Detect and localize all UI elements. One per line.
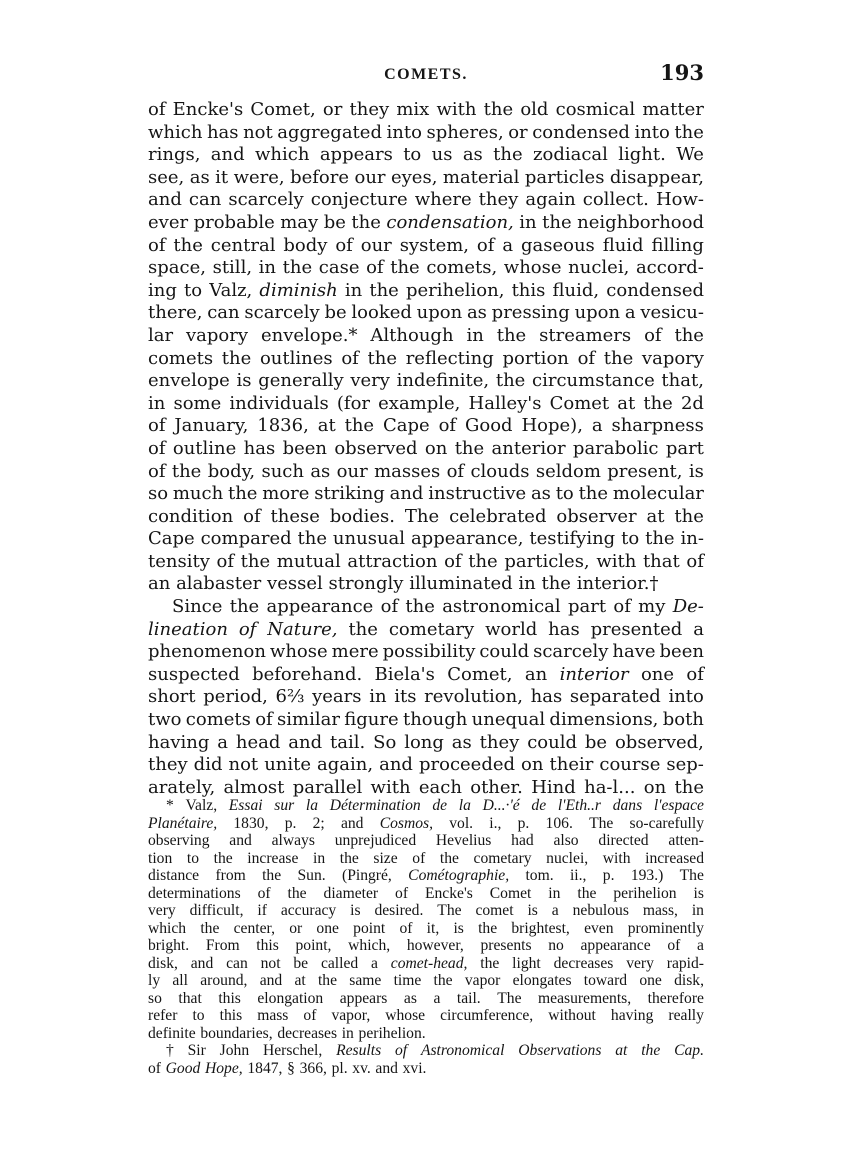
footnote-line: tion to the increase in the size of the cometary nuclei, with increased bbox=[148, 849, 704, 867]
page-header bbox=[148, 60, 704, 90]
text-line: of the central body of our system, of a gaseous fluid filling bbox=[148, 234, 704, 256]
text-line: of January, 1836, at the Cape of Good Hope), a sharpness bbox=[148, 415, 704, 437]
text-line: Cape compared the unusual appearance, testifying to the in- bbox=[148, 528, 704, 550]
footnote-line: definite boundaries, decreases in perihelion. bbox=[148, 1024, 426, 1042]
text-line: having a head and tail. So long as they could be observed, bbox=[148, 731, 704, 753]
footnotes bbox=[148, 797, 704, 1077]
text-line: rings, and which appears to us as the zodiacal light. We bbox=[148, 144, 704, 166]
text-line: arately, almost parallel with each other. Hind ha-l... on the bbox=[148, 776, 704, 798]
text-line: an alabaster vessel strongly illuminated in the interior.† bbox=[148, 573, 659, 595]
footnote-line: of Good Hope, 1847, § 366, pl. xv. and xvi. bbox=[148, 1059, 427, 1077]
text-line: they did not unite again, and proceeded on their course sep- bbox=[148, 754, 704, 776]
footnote-line: bright. From this point, which, however, presents no appearance of a bbox=[148, 937, 704, 954]
text-line: see, as it were, before our eyes, material particles disappear, bbox=[148, 166, 704, 188]
text-line: ever probable may be the condensation, in the neighborhood bbox=[148, 211, 704, 233]
running-head: COMETS. bbox=[384, 66, 468, 83]
footnote-line: determinations of the diameter of Encke's Comet in the perihelion is bbox=[148, 884, 704, 902]
main-text bbox=[148, 99, 704, 799]
text-line: in some individuals (for example, Halley's Comet at the 2d bbox=[148, 392, 704, 414]
footnote-line: disk, and can not be called a comet-head, the light decreases very rapid- bbox=[148, 954, 704, 972]
text-line: condition of these bodies. The celebrated observer at the bbox=[148, 505, 704, 527]
text-line: space, still, in the case of the comets, whose nuclei, accord- bbox=[148, 257, 704, 279]
text-line: lar vapory envelope.* Although in the streamers of the bbox=[148, 324, 704, 346]
text-line: ing to Valz, diminish in the perihelion, this fluid, condensed bbox=[148, 279, 704, 301]
text-line: so much the more striking and instructive as to the molecular bbox=[148, 483, 704, 505]
text-line: of the body, such as our masses of clouds seldom present, is bbox=[148, 460, 704, 482]
footnote-line: so that this elongation appears as a tail. The measurements, therefore bbox=[148, 989, 704, 1007]
footnote-line: observing and always unprejudiced Hevelius had also directed atten- bbox=[148, 832, 704, 849]
text-line: lineation of Nature, the cometary world has presented a bbox=[148, 618, 704, 640]
text-line: and can scarcely conjecture where they again collect. How- bbox=[148, 189, 704, 211]
text-line: Since the appearance of the astronomical part of my De- bbox=[172, 596, 704, 618]
text-line: which has not aggregated into spheres, or condensed into the bbox=[148, 121, 704, 143]
text-line: two comets of similar figure though unequal dimensions, both bbox=[148, 709, 704, 731]
footnote-line: ly all around, and at the same time the vapor elongates toward one disk, bbox=[148, 972, 704, 989]
text-line: short period, 6⅔ years in its revolution, has separated into bbox=[148, 686, 704, 708]
text-line: of Encke's Comet, or they mix with the old cosmical matter bbox=[148, 99, 704, 120]
text-line: tensity of the mutual attraction of the particles, with that of bbox=[148, 550, 704, 572]
page-number: 193 bbox=[660, 60, 704, 85]
text-line: phenomenon whose mere possibility could scarcely have been bbox=[148, 641, 704, 663]
text-line: envelope is generally very indefinite, the circumstance that, bbox=[148, 370, 704, 392]
text-line: suspected beforehand. Biela's Comet, an interior one of bbox=[148, 663, 704, 685]
text-line: of outline has been observed on the anterior parabolic part bbox=[148, 437, 704, 459]
footnote-line: distance from the Sun. (Pingré, Cométographie, tom. ii., p. 193.) The bbox=[148, 867, 704, 884]
footnote-line: Planétaire, 1830, p. 2; and Cosmos, vol. i., p. 106. The so-carefully bbox=[148, 814, 704, 832]
footnote-line: † Sir John Herschel, Results of Astronomical Observations at the Cap. bbox=[166, 1042, 704, 1059]
text-line: there, can scarcely be looked upon as pressing upon a vesicu- bbox=[148, 302, 704, 324]
footnote-line: * Valz, Essai sur la Détermination de la D...·'é de l'Eth..r dans l'espace bbox=[166, 797, 704, 814]
text-line: comets the outlines of the reflecting portion of the vapory bbox=[148, 347, 704, 369]
footnote-line: which the center, or one point of it, is the brightest, even prominently bbox=[148, 919, 704, 937]
footnote-line: very difficult, if accuracy is desired. The comet is a nebulous mass, in bbox=[148, 902, 704, 919]
footnote-line: refer to this mass of vapor, whose circumference, without having really bbox=[148, 1007, 704, 1024]
